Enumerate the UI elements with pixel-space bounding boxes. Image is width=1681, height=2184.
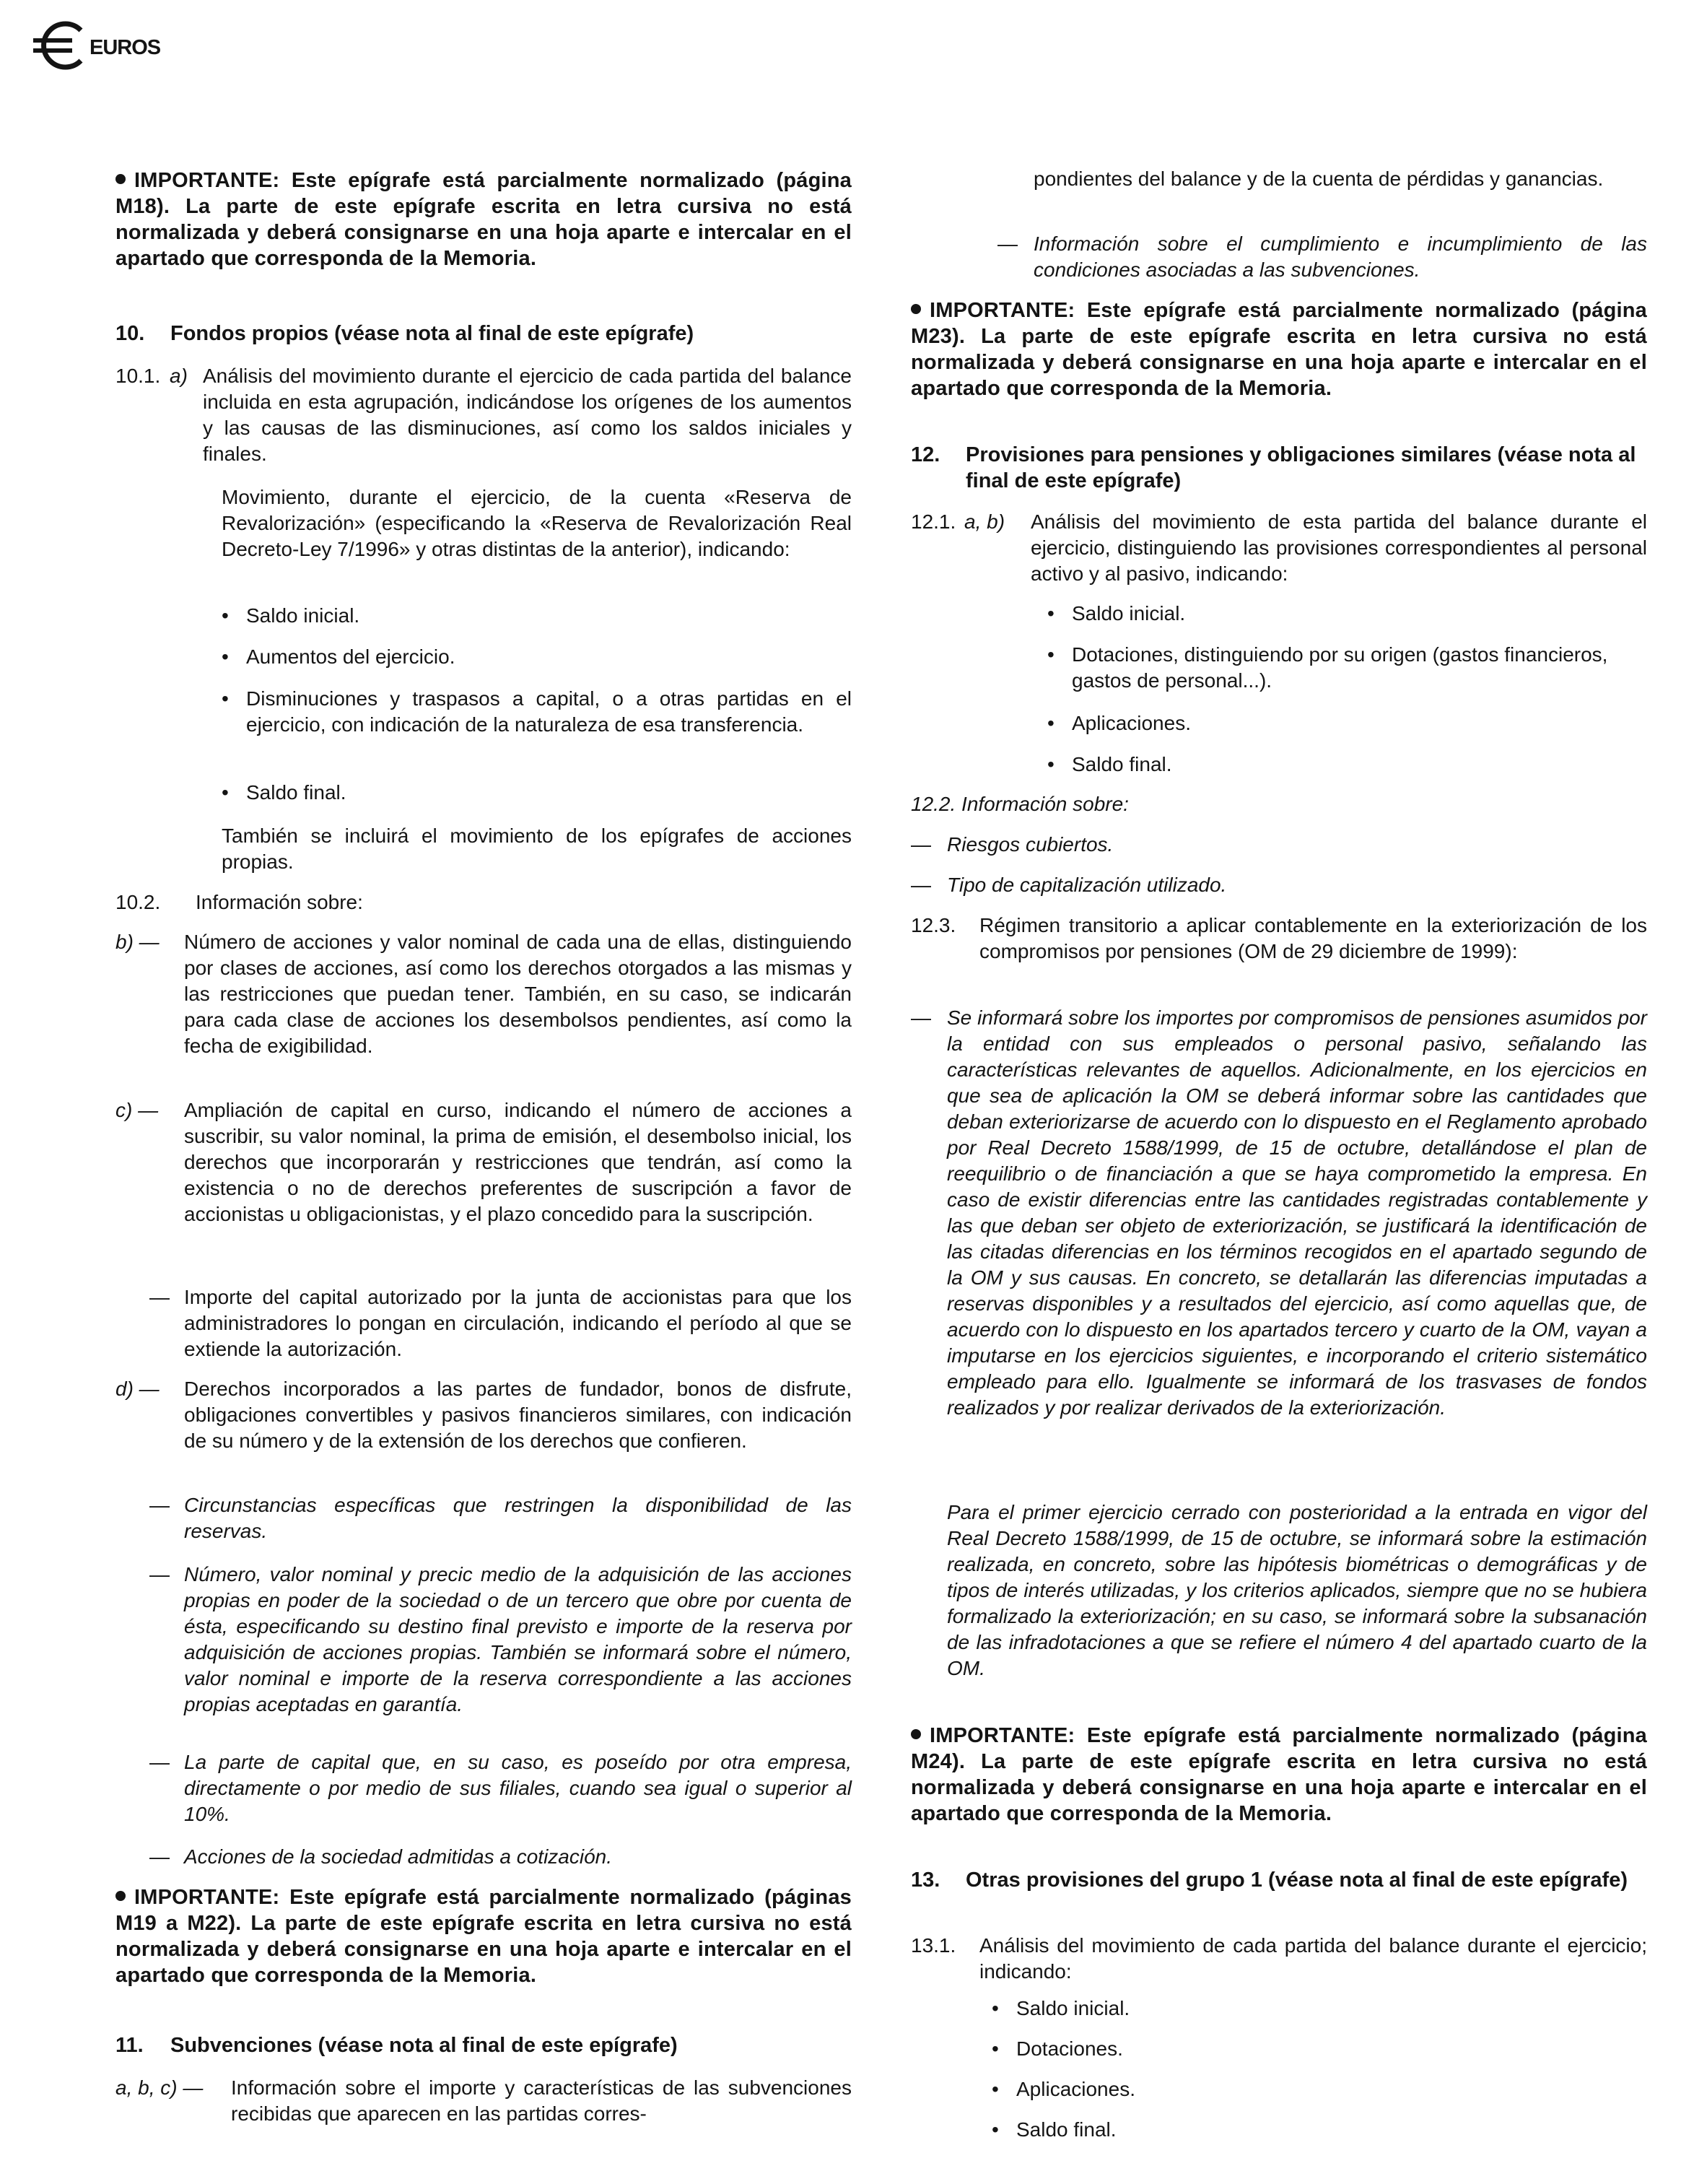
euro-sign-icon [30, 20, 88, 71]
list-item: • Saldo final. [992, 2117, 1647, 2143]
italic-paragraph: Para el primer ejercicio cerrado con posterioridad a la entrada en vigor del Real Decreto 1588/1999, de 15 de octubre, se informará sobre la estimación realizada, en concreto, sobre las hipótesis biométricas o demográficas y de tipos de interés utilizadas, y los criterios aplicados, siempre que no se hubiera formalizado la exteriorización; en su caso, se informará sobre la subsanación de las infradotaciones a que se refiere el número 4 del apartado cuarto de la OM. [947, 1501, 1647, 1679]
bullet-icon [115, 1891, 126, 1901]
bullet-icon: • [222, 781, 229, 804]
section-heading-11: 11. Subvenciones (véase nota al final de este epígrafe) [115, 2034, 678, 2057]
important-note: IMPORTANTE: Este epígrafe está parcialmente normalizado (página M23). La parte de este epígrafe escrita en letra cursiva no está normalizada y deberá consignarse en una hoja aparte e intercalar en el apartado que corresponda de la Memoria. [911, 299, 1647, 400]
list-item: • Saldo inicial. [1047, 601, 1647, 627]
paragraph-11: a, b, c) — Información sobre el importe y características de las subvenciones recibidas que aparecen en las partidas corres- [115, 2076, 852, 2125]
paragraph-10-2-c: c) — Ampliación de capital en curso, indicando el número de acciones a suscribir, su valor nominal, la prima de emisión, el desembolso inicial, los derechos que incorporarán y restricciones que tendrán, así como la existencia o no de derechos preferentes de suscripción a favor de accionistas u obligacionistas, y el plazo concedido para la suscripción. [115, 1099, 852, 1225]
italic-item: — La parte de capital que, en su caso, es poseído por otra empresa, directamente o por medio de sus filiales, cuando sea igual o superior al 10%. [149, 1751, 852, 1825]
bullet-icon: • [222, 604, 229, 627]
italic-item: — Circunstancias específicas que restringen la disponibilidad de las reservas. [149, 1494, 852, 1542]
bullet-icon: • [992, 2037, 999, 2060]
paragraph-movimiento: Movimiento, durante el ejercicio, de la cuenta «Reserva de Revalorización» (especificando la «Reserva de Revalorización Real Decreto-Ley 7/1996» y otras distintas de la anterior), indicando: [222, 486, 852, 560]
section-heading-10: 10. Fondos propios (véase nota al final de este epígrafe) [115, 322, 694, 345]
bullet-icon [115, 174, 126, 184]
brand-label: EUROS [89, 35, 161, 59]
list-item: • Dotaciones. [992, 2036, 1647, 2062]
page-header [30, 20, 160, 71]
list-item: • Dotaciones, distinguiendo por su origen (gastos financieros, gastos de personal...). [1047, 642, 1647, 694]
section-heading-13: 13. Otras provisiones del grupo 1 (véase nota al final de este epígrafe) [911, 1868, 1628, 1892]
important-note: IMPORTANTE: Este epígrafe está parcialmente normalizado (página M18). La parte de este epígrafe escrita en letra cursiva no está normalizada y deberá consignarse en una hoja aparte e intercalar en el apartado que corresponda de la Memoria. [115, 169, 852, 270]
bullet-icon: • [222, 645, 229, 668]
list-item: • Aumentos del ejercicio. [222, 644, 852, 670]
important-note: IMPORTANTE: Este epígrafe está parcialmente normalizado (página M24). La parte de este epígrafe escrita en letra cursiva no está normalizada y deberá consignarse en una hoja aparte e intercalar en el apartado que corresponda de la Memoria. [911, 1724, 1647, 1825]
paragraph-10-2: 10.2. Información sobre: [115, 891, 363, 913]
bullet-icon: • [222, 687, 229, 710]
italic-item: — Información sobre el cumplimiento e incumplimiento de las condiciones asociadas a las subvenciones. [997, 232, 1647, 281]
list-item: • Saldo final. [222, 780, 852, 806]
paragraph-12-3: 12.3. Régimen transitorio a aplicar contablemente en la exteriorización de los compromisos por pensiones (OM de 29 diciembre de 1999): [911, 914, 1647, 962]
list-item: • Saldo inicial. [992, 1996, 1647, 2022]
bullet-icon: • [992, 2118, 999, 2141]
italic-paragraph: — Se informará sobre los importes por compromisos de pensiones asumidos por la entidad con sus empleados o personal pasivo, señalando las características relevantes de aquellos. Adicionalmente, en los ejercicios en que sea de aplicación la OM se deberá informar sobre las cantidades que deban exteriorizarse de acuerdo con lo dispuesto en el Reglamento aprobado por Real Decreto 1588/1999, de 15 de octubre, detallándose el plan de reequilibrio o de financiación a que se haya comprometido la empresa. En caso de existir diferencias entre las cantidades registradas contablemente y las que deban ser objeto de exteriorización, se justificará la identificación de las citadas diferencias en los términos recogidos en el apartado segundo de la OM y sus causas. En concreto, se detallarán las diferencias imputadas a reservas disponibles y a resultados del ejercicio, así como aquellas que, de acuerdo con lo dispuesto en los apartados tercero y cuarto de la OM, vayan a imputarse en los ejercicios siguientes, e incorporando el criterio sistemático empleado para ello. Igualmente se informará de los trasvases de fondos realizados y por realizar derivados de la exteriorización. [911, 1006, 1647, 1419]
paragraph-13-1: 13.1. Análisis del movimiento de cada partida del balance durante el ejercicio; indicando: [911, 1934, 1647, 1983]
italic-item: — Riesgos cubiertos. [911, 833, 1114, 856]
list-item: • Saldo final. [1047, 752, 1647, 778]
paragraph-12-2: 12.2. Información sobre: [911, 793, 1129, 815]
list-item: • Aplicaciones. [992, 2076, 1647, 2102]
paragraph-11-cont: pondientes del balance y de la cuenta de pérdidas y ganancias. [1034, 168, 1604, 190]
paragraph-10-2-b: b) — Número de acciones y valor nominal de cada una de ellas, distinguiendo por clases de acciones, así como los derechos otorgados a las mismas y las restricciones que puedan tener. También, en su caso, se indicarán para cada clase de acciones los desembolsos pendientes, así como la fecha de exigibilidad. [115, 931, 852, 1057]
bullet-icon: • [1047, 643, 1055, 666]
bullet-icon: • [992, 1997, 999, 2019]
italic-item: — Acciones de la sociedad admitidas a cotización. [149, 1845, 613, 1868]
paragraph-12-1: 12.1. a, b) Análisis del movimiento de esta partida del balance durante el ejercicio, distinguiendo las provisiones correspondientes al personal activo y al pasivo, indicando: [911, 510, 1647, 585]
bullet-icon: • [992, 2078, 999, 2100]
section-heading-12: 12. Provisiones para pensiones y obligaciones similares (véase nota al final de este epígrafe) [911, 443, 1636, 492]
list-item: • Disminuciones y traspasos a capital, o a otras partidas en el ejercicio, con indicación de la naturaleza de esa transferencia. [222, 686, 852, 738]
important-note: IMPORTANTE: Este epígrafe está parcialmente normalizado (páginas M19 a M22). La parte de este epígrafe escrita en letra cursiva no está normalizada y deberá consignarse en una hoja aparte e intercalar en el apartado que corresponda de la Memoria. [115, 1886, 852, 1987]
bullet-icon [911, 304, 921, 314]
list-item: • Saldo inicial. [222, 603, 852, 629]
bullet-icon: • [1047, 602, 1055, 625]
italic-item: — Número, valor nominal y precic medio de la adquisición de las acciones propias en poder de la sociedad o de un tercero que obre por cuenta de ésta, especificando su destino final previsto e importe de la reserva por adquisición de acciones propias. También se informará sobre el número, valor nominal e importe de la reserva correspondiente a las acciones propias aceptadas en garantía. [149, 1563, 852, 1715]
bullet-icon [911, 1729, 921, 1739]
paragraph-tambien: También se incluirá el movimiento de los epígrafes de acciones propias. [222, 825, 852, 873]
paragraph-10-1: 10.1. a) Análisis del movimiento durante el ejercicio de cada partida del balance incluida en esta agrupación, indicándose los orígenes de los aumentos y las causas de las disminuciones, así como los saldos iniciales y finales. [115, 365, 852, 465]
bullet-icon: • [1047, 753, 1055, 775]
paragraph-10-2-c-dash: — Importe del capital autorizado por la junta de accionistas para que los administradores lo pongan en circulación, indicando el período al que se extiende la autorización. [149, 1286, 852, 1360]
bullet-icon: • [1047, 712, 1055, 734]
italic-item: — Tipo de capitalización utilizado. [911, 874, 1227, 896]
list-item: • Aplicaciones. [1047, 710, 1647, 736]
paragraph-10-2-d: d) — Derechos incorporados a las partes de fundador, bonos de disfrute, obligaciones convertibles y pasivos financieros similares, con indicación de su número y de la extensión de los derechos que confieren. [115, 1378, 852, 1452]
